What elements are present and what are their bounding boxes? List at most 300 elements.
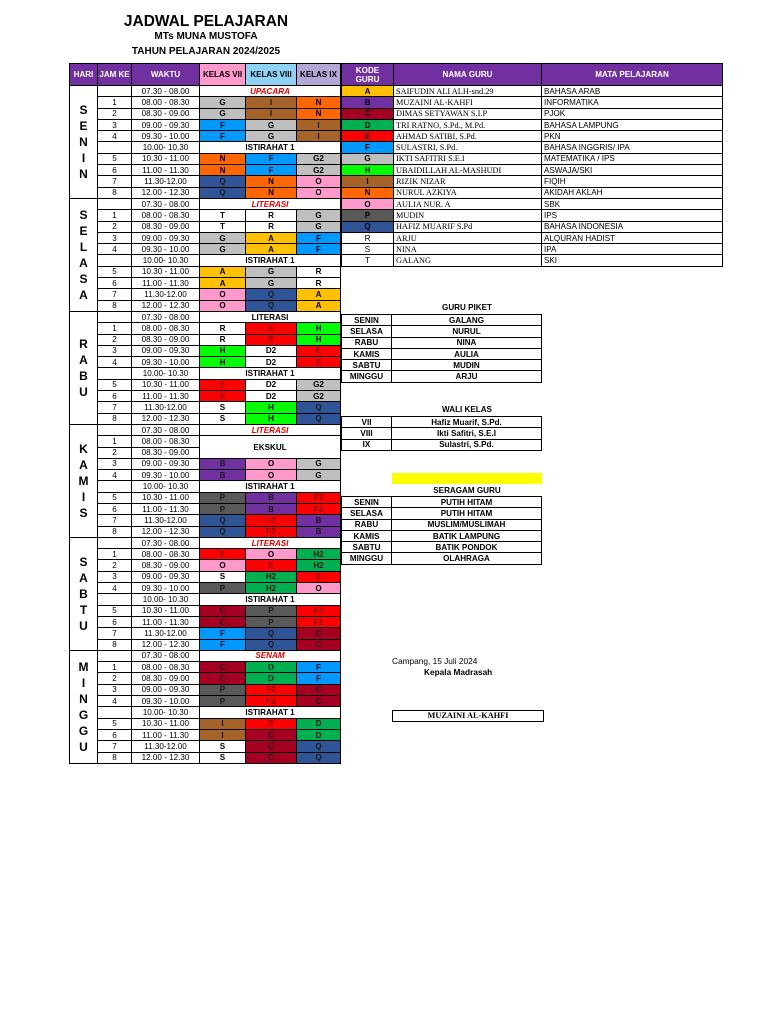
class-viii-cell: D2 (246, 357, 297, 368)
waktu-cell: 08.00 - 08.30 (132, 436, 200, 447)
teacher-subject: SKI (542, 255, 723, 266)
schedule-row (70, 289, 341, 300)
schedule-row (70, 537, 341, 548)
class-vii-cell: T (200, 210, 246, 221)
activity-cell: ISTIRAHAT 1 (200, 255, 341, 266)
schedule-row (70, 696, 341, 707)
class-ix-cell: F (297, 673, 341, 684)
schedule-row (70, 142, 341, 153)
waktu-cell: 09.00 - 09.30 (132, 571, 200, 582)
schedule-row (70, 131, 341, 142)
teacher-name: MUDIN (394, 210, 542, 221)
teacher-code: B (342, 97, 394, 108)
class-ix-cell: G2 (297, 153, 341, 164)
class-viii-cell: D (246, 673, 297, 684)
wali-kelas-label: IX (342, 439, 392, 450)
class-viii-cell: P (246, 616, 297, 627)
guru-piket-row (342, 360, 542, 371)
wali-kelas-table (341, 416, 542, 451)
schedule-row (70, 413, 341, 424)
waktu-cell: 12.00 - 12.30 (132, 300, 200, 311)
jam-cell: 3 (98, 232, 132, 243)
class-ix-cell: F (297, 244, 341, 255)
class-vii-cell: F (200, 628, 246, 639)
schedule-row (70, 526, 341, 537)
seragam-value: BATIK LAMPUNG (392, 530, 542, 541)
jam-cell: 6 (98, 616, 132, 627)
class-vii-cell: E (200, 549, 246, 560)
headmaster-title: Kepala Madrasah (424, 667, 493, 677)
waktu-cell: 09.30 - 10.00 (132, 244, 200, 255)
waktu-cell: 12.00 - 12.30 (132, 526, 200, 537)
class-ix-cell: H2 (297, 560, 341, 571)
teacher-row (342, 176, 723, 187)
class-viii-cell: B (246, 492, 297, 503)
teacher-code: S (342, 244, 394, 255)
class-viii-cell: H2 (246, 571, 297, 582)
schedule-row (70, 741, 341, 752)
class-viii-cell: P (246, 605, 297, 616)
teacher-code: O (342, 198, 394, 209)
class-ix-cell: E (297, 571, 341, 582)
waktu-cell: 08.30 - 09.00 (132, 221, 200, 232)
schedule-row (70, 244, 341, 255)
waktu-cell: 08.00 - 08.30 (132, 549, 200, 560)
seragam-value: MUSLIM/MUSLIMAH (392, 519, 542, 530)
class-vii-cell: G (200, 108, 246, 119)
class-ix-cell: O (297, 187, 341, 198)
jam-cell: 3 (98, 571, 132, 582)
class-ix-cell: G (297, 210, 341, 221)
place-date: Campang, 15 Juli 2024 (392, 656, 478, 666)
schedule-row (70, 594, 341, 605)
jam-cell (98, 198, 132, 209)
schedule-row (70, 650, 341, 661)
seragam-table (341, 496, 542, 565)
class-viii-cell: G (246, 131, 297, 142)
class-vii-cell: A (200, 266, 246, 277)
jam-cell: 7 (98, 628, 132, 639)
schedule-row (70, 571, 341, 582)
class-ix-cell: D (297, 729, 341, 740)
seragam-title: SERAGAM GURU (433, 486, 501, 495)
teacher-name: TRI RATNO, S.Pd., M.Pd. (394, 119, 542, 130)
teacher-subject: SBK (542, 198, 723, 209)
col-kelas-ix: KELAS IX (297, 64, 341, 86)
teacher-code: T (342, 255, 394, 266)
guru-piket-label: SELASA (342, 326, 392, 337)
jam-cell: 7 (98, 402, 132, 413)
wali-kelas-value: Ikti Safitri, S.E.I (392, 428, 542, 439)
teacher-row (342, 187, 723, 198)
jam-cell: 6 (98, 391, 132, 402)
schedule-row (70, 176, 341, 187)
class-ix-cell: Q (297, 413, 341, 424)
jam-cell: 2 (98, 108, 132, 119)
jam-cell: 8 (98, 752, 132, 763)
teacher-subject: FIQIH (542, 176, 723, 187)
teacher-name: SAIFUDIN ALI ALH-snd.29 (394, 86, 542, 97)
schedule-row (70, 684, 341, 695)
class-vii-cell: O (200, 300, 246, 311)
waktu-cell: 11.00 - 11.30 (132, 503, 200, 514)
teacher-subject: BAHASA INDONESIA (542, 221, 723, 232)
class-ix-cell: G2 (297, 165, 341, 176)
activity-cell: LITERASI (200, 311, 341, 322)
waktu-cell: 10.30 - 11.00 (132, 605, 200, 616)
schedule-row (70, 707, 341, 718)
waktu-cell: 11.00 - 11.30 (132, 165, 200, 176)
class-ix-cell: G2 (297, 391, 341, 402)
class-viii-cell: G (246, 278, 297, 289)
schedule-row (70, 391, 341, 402)
waktu-cell: 11.30-12.00 (132, 176, 200, 187)
col-nama-guru: NAMA GURU (394, 64, 542, 86)
class-ix-cell: N (297, 97, 341, 108)
class-ix-cell: E (297, 357, 341, 368)
class-viii-cell: E (246, 334, 297, 345)
day-cell-kamis: K A M I S (70, 424, 98, 537)
class-viii-cell: C (246, 729, 297, 740)
col-waktu: WAKTU (132, 64, 200, 86)
schedule-row (70, 436, 341, 447)
jam-cell (98, 368, 132, 379)
class-ix-cell: F2 (297, 503, 341, 514)
class-vii-cell: A (200, 278, 246, 289)
schedule-row (70, 639, 341, 650)
class-vii-cell: S (200, 741, 246, 752)
day-cell-selasa: S E L A S A (70, 198, 98, 311)
class-ix-cell: G (297, 458, 341, 469)
guru-piket-row (342, 337, 542, 348)
schedule-row (70, 119, 341, 130)
jam-cell: 5 (98, 153, 132, 164)
class-vii-cell: Q (200, 526, 246, 537)
activity-cell: SENAM (200, 650, 341, 661)
jam-cell (98, 86, 132, 97)
col-kelas-vii: KELAS VII (200, 64, 246, 86)
schedule-row (70, 583, 341, 594)
guru-piket-value: GALANG (392, 315, 542, 326)
teacher-row (342, 153, 723, 164)
wali-kelas-row (342, 428, 542, 439)
class-ix-cell: Q (297, 752, 341, 763)
col-mata-pelajaran: MATA PELAJARAN (542, 64, 723, 86)
jam-cell: 8 (98, 639, 132, 650)
class-vii-cell: C (200, 605, 246, 616)
waktu-cell: 10.00- 10.30 (132, 142, 200, 153)
class-ix-cell: A (297, 289, 341, 300)
class-vii-cell: R (200, 334, 246, 345)
teacher-subject: AKIDAH AKLAH (542, 187, 723, 198)
class-viii-cell: F2 (246, 515, 297, 526)
waktu-cell: 08.00 - 08.30 (132, 97, 200, 108)
teacher-name: AHMAD SATIBI, S.Pd. (394, 131, 542, 142)
waktu-cell: 08.00 - 08.30 (132, 210, 200, 221)
teacher-code: C (342, 108, 394, 119)
waktu-cell: 09.30 - 10.00 (132, 131, 200, 142)
guru-piket-row (342, 348, 542, 359)
class-ix-cell: H2 (297, 549, 341, 560)
class-ix-cell: F (297, 232, 341, 243)
jam-cell: 4 (98, 244, 132, 255)
waktu-cell: 12.00 - 12.30 (132, 413, 200, 424)
teacher-name: GALANG (394, 255, 542, 266)
waktu-cell: 07.30 - 08.00 (132, 198, 200, 209)
wali-kelas-value: Sulastri, S.Pd. (392, 439, 542, 450)
teacher-row (342, 131, 723, 142)
jam-cell: 8 (98, 187, 132, 198)
schedule-row (70, 752, 341, 763)
col-hari: HARI (70, 64, 98, 86)
guru-piket-label: KAMIS (342, 348, 392, 359)
class-viii-cell: F2 (246, 526, 297, 537)
jam-cell (98, 650, 132, 661)
waktu-cell: 08.30 - 09.00 (132, 447, 200, 458)
guru-piket-label: SENIN (342, 315, 392, 326)
seragam-row (342, 519, 542, 530)
waktu-cell: 09.30 - 10.00 (132, 470, 200, 481)
teacher-name: IKTI SAFITRI S.E.I (394, 153, 542, 164)
teacher-code: A (342, 86, 394, 97)
teacher-name: AULIA NUR. A (394, 198, 542, 209)
class-ix-cell: B (297, 515, 341, 526)
jam-cell: 3 (98, 684, 132, 695)
class-ix-cell: H (297, 323, 341, 334)
waktu-cell: 08.30 - 09.00 (132, 108, 200, 119)
waktu-cell: 10.30 - 11.00 (132, 379, 200, 390)
class-vii-cell: G (200, 232, 246, 243)
waktu-cell: 07.30 - 08.00 (132, 424, 200, 435)
class-ix-cell: R (297, 278, 341, 289)
teacher-code: E (342, 131, 394, 142)
teacher-row (342, 119, 723, 130)
schedule-row (70, 368, 341, 379)
waktu-cell: 08.00 - 08.30 (132, 662, 200, 673)
waktu-cell: 12.00 - 12.30 (132, 752, 200, 763)
class-ix-cell: I (297, 119, 341, 130)
class-ix-cell: A (297, 300, 341, 311)
class-viii-cell: F2 (246, 684, 297, 695)
class-vii-cell: I (200, 729, 246, 740)
jam-cell: 3 (98, 119, 132, 130)
jam-cell: 1 (98, 549, 132, 560)
schedule-row (70, 187, 341, 198)
class-viii-cell: H (246, 413, 297, 424)
schedule-row (70, 379, 341, 390)
jam-cell: 3 (98, 458, 132, 469)
class-viii-cell: E (246, 718, 297, 729)
class-ix-cell: C (297, 639, 341, 650)
class-vii-cell: F (200, 131, 246, 142)
class-ix-cell: O (297, 176, 341, 187)
class-viii-cell: D (246, 662, 297, 673)
teacher-subject: INFORMATIKA (542, 97, 723, 108)
waktu-cell: 10.30 - 11.00 (132, 266, 200, 277)
jam-cell: 7 (98, 176, 132, 187)
jam-cell: 2 (98, 673, 132, 684)
waktu-cell: 09.00 - 09.30 (132, 345, 200, 356)
school-name: MTs MUNA MUSTOFA (154, 31, 258, 42)
class-viii-cell: G (246, 119, 297, 130)
class-vii-cell: O (200, 560, 246, 571)
seragam-row (342, 497, 542, 508)
waktu-cell: 08.30 - 09.00 (132, 673, 200, 684)
class-ix-cell: E (297, 345, 341, 356)
jam-cell: 6 (98, 165, 132, 176)
guru-piket-value: NINA (392, 337, 542, 348)
seragam-label: RABU (342, 519, 392, 530)
teacher-row (342, 232, 723, 243)
jam-cell (98, 481, 132, 492)
class-vii-cell: Q (200, 176, 246, 187)
class-ix-cell: H (297, 334, 341, 345)
waktu-cell: 10.30 - 11.00 (132, 492, 200, 503)
class-vii-cell: N (200, 165, 246, 176)
schedule-row (70, 424, 341, 435)
waktu-cell: 10.00- 10.30 (132, 594, 200, 605)
class-ix-cell: F2 (297, 605, 341, 616)
class-viii-cell: Q (246, 628, 297, 639)
class-vii-cell: S (200, 413, 246, 424)
guru-piket-row (342, 326, 542, 337)
waktu-cell: 11.00 - 11.30 (132, 391, 200, 402)
jam-cell: 4 (98, 357, 132, 368)
teacher-row (342, 255, 723, 266)
schedule-row (70, 481, 341, 492)
guru-piket-label: RABU (342, 337, 392, 348)
teacher-name: ARJU (394, 232, 542, 243)
schedule-row (70, 255, 341, 266)
jam-cell: 7 (98, 741, 132, 752)
schedule-row (70, 334, 341, 345)
seragam-value: OLAHRAGA (392, 553, 542, 564)
class-ix-cell: N (297, 108, 341, 119)
waktu-cell: 11.00 - 11.30 (132, 278, 200, 289)
waktu-cell: 11.00 - 11.30 (132, 616, 200, 627)
teacher-row (342, 198, 723, 209)
page-title: JADWAL PELAJARAN (123, 13, 289, 30)
teacher-subject: BAHASA LAMPUNG (542, 119, 723, 130)
schedule-row (70, 628, 341, 639)
class-vii-cell: C (200, 673, 246, 684)
class-vii-cell: N (200, 153, 246, 164)
waktu-cell: 11.30-12.00 (132, 515, 200, 526)
jam-cell: 2 (98, 447, 132, 458)
class-viii-cell: E (246, 323, 297, 334)
jam-cell: 2 (98, 334, 132, 345)
jam-cell: 4 (98, 470, 132, 481)
teacher-subject: PKN (542, 131, 723, 142)
schedule-row (70, 662, 341, 673)
schedule-row (70, 153, 341, 164)
jam-cell: 5 (98, 605, 132, 616)
guru-piket-value: ARJU (392, 371, 542, 382)
waktu-cell: 07.30 - 08.00 (132, 650, 200, 661)
class-viii-cell: G (246, 266, 297, 277)
waktu-cell: 10.30 - 11.00 (132, 153, 200, 164)
seragam-row (342, 530, 542, 541)
waktu-cell: 09.30 - 10.00 (132, 357, 200, 368)
class-ix-cell: Q (297, 402, 341, 413)
class-viii-cell: Q (246, 639, 297, 650)
class-viii-cell: I (246, 108, 297, 119)
schedule-row (70, 515, 341, 526)
seragam-label: MINGGU (342, 553, 392, 564)
class-viii-cell: D2 (246, 345, 297, 356)
teacher-code: Q (342, 221, 394, 232)
guru-piket-value: MUDIN (392, 360, 542, 371)
seragam-label: SABTU (342, 542, 392, 553)
activity-cell: ISTIRAHAT 1 (200, 368, 341, 379)
day-cell-senin: S E N I N (70, 86, 98, 199)
guru-piket-row (342, 315, 542, 326)
waktu-cell: 08.30 - 09.00 (132, 560, 200, 571)
class-viii-cell: R (246, 221, 297, 232)
waktu-cell: 08.30 - 09.00 (132, 334, 200, 345)
jam-cell: 1 (98, 662, 132, 673)
class-vii-cell: I (200, 718, 246, 729)
schedule-row (70, 560, 341, 571)
activity-cell: UPACARA (200, 86, 341, 97)
day-cell-minggu: M I N G G U (70, 650, 98, 763)
waktu-cell: 11.30-12.00 (132, 741, 200, 752)
jam-cell: 4 (98, 583, 132, 594)
class-ix-cell: C (297, 628, 341, 639)
schedule-row (70, 402, 341, 413)
teacher-code: H (342, 165, 394, 176)
class-viii-cell: C (246, 741, 297, 752)
schedule-row (70, 549, 341, 560)
class-viii-cell: Q (246, 300, 297, 311)
class-vii-cell: H (200, 357, 246, 368)
waktu-cell: 07.30 - 08.00 (132, 537, 200, 548)
schedule-row (70, 605, 341, 616)
class-vii-cell: E (200, 391, 246, 402)
waktu-cell: 10.00- 10.30 (132, 481, 200, 492)
class-vii-cell: S (200, 752, 246, 763)
teacher-name: NURUL AZKIYA (394, 187, 542, 198)
jam-cell: 1 (98, 323, 132, 334)
activity-cell: ISTIRAHAT 1 (200, 594, 341, 605)
guru-piket-label: SABTU (342, 360, 392, 371)
jam-cell: 2 (98, 221, 132, 232)
class-vii-cell: F (200, 639, 246, 650)
wali-kelas-label: VII (342, 417, 392, 428)
day-cell-rabu: R A B U (70, 311, 98, 424)
class-viii-cell: B (246, 503, 297, 514)
waktu-cell: 09.00 - 09.30 (132, 119, 200, 130)
class-viii-cell: R (246, 210, 297, 221)
schedule-row (70, 221, 341, 232)
waktu-cell: 09.00 - 09.30 (132, 458, 200, 469)
waktu-cell: 10.00- 10.30 (132, 707, 200, 718)
schedule-row (70, 108, 341, 119)
seragam-row (342, 542, 542, 553)
activity-cell: LITERASI (200, 198, 341, 209)
waktu-cell: 12.00 - 12.30 (132, 187, 200, 198)
class-ix-cell: F2 (297, 616, 341, 627)
teacher-subject: BAHASA INGGRIS/ IPA (542, 142, 723, 153)
teacher-row (342, 244, 723, 255)
activity-cell: EKSKUL (200, 436, 341, 459)
guru-piket-row (342, 371, 542, 382)
class-vii-cell: R (200, 323, 246, 334)
schedule-row (70, 165, 341, 176)
teacher-name: HAFIZ MUARIF S.Pd (394, 221, 542, 232)
class-vii-cell: S (200, 402, 246, 413)
jam-cell: 1 (98, 436, 132, 447)
